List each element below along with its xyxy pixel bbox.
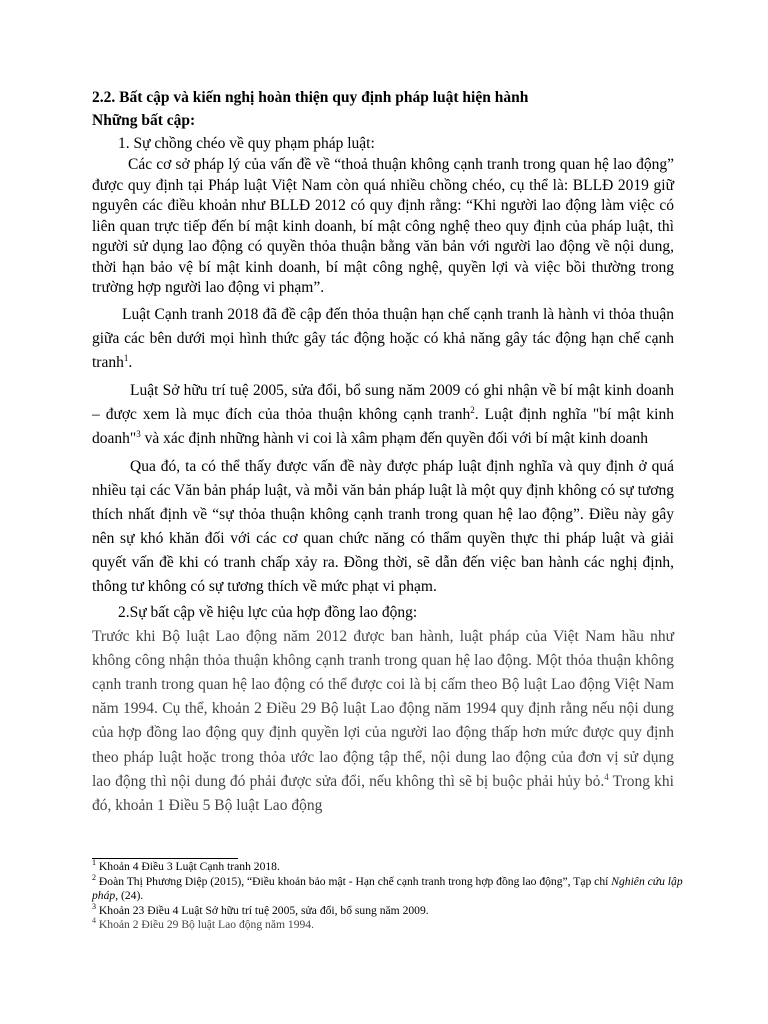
- footnote-1-text: Khoản 4 Điều 3 Luật Cạnh tranh 2018.: [96, 860, 280, 873]
- footnote-2-journal: Nghiên cứu lập pháp: [92, 874, 683, 903]
- list-item-1: 1. Sự chồng chéo về quy phạm pháp luật:: [118, 135, 375, 152]
- footnote-4: [92, 918, 692, 933]
- paragraph-3-text-b: . Luật định nghĩa "bí mật kinh doanh": [92, 405, 674, 447]
- footnote-ref-2: 2: [470, 404, 475, 415]
- subheading: Những bất cập:: [92, 112, 196, 129]
- document-body: [92, 86, 674, 818]
- footnote-separator: [92, 858, 238, 859]
- paragraph-2-text: Luật Cạnh tranh 2018 đã đề cập đến thỏa thuận hạn chế cạnh tranh là hành vi thỏa thuận giữa các bên dưới mọi hình thức gây tác động hoặc có khả năng gây tác động hạn chế cạnh tranh: [92, 305, 674, 371]
- footnote-2-text-a: Đoàn Thị Phương Diệp (2015), “Điều khoản bảo mật - Hạn chế cạnh tranh trong hợp đồng lao động”, Tạp chí: [96, 874, 612, 888]
- footnote-2-number: 2: [92, 872, 96, 882]
- paragraph-5: [92, 625, 674, 819]
- footnote-3-number: 3: [92, 901, 96, 911]
- section-heading: 2.2. Bất cập và kiến nghị hoàn thiện quy định pháp luật hiện hành: [92, 89, 529, 106]
- paragraph-5-text-b: Trong khi đó, khoản 1 Điều 5 Bộ luật Lao động: [92, 772, 674, 814]
- paragraph-5-text-a: Trước khi Bộ luật Lao động năm 2012 được ban hành, luật pháp của Việt Nam hầu như không công nhận thỏa thuận không cạnh tranh trong quan hệ lao động. Một thỏa thuận không cạnh tranh trong quan hệ lao động có thể được coi là bị cấm theo Bộ luật Lao động Việt Nam năm 1994. Cụ thể, khoản 2 Điều 29 Bộ luật Lao động năm 1994 quy định rằng nếu nội dung của hợp đồng lao động quy định quyền lợi của người lao động thấp hơn mức được quy định theo pháp luật hoặc trong thỏa ước lao động tập thể, nội dung lao động của đơn vị sử dụng lao động thì nội dung đó phải được sửa đổi, nếu không thì sẽ bị buộc phải hủy bỏ.: [92, 627, 674, 790]
- footnotes: [92, 860, 692, 933]
- footnote-1: [92, 860, 692, 875]
- footnote-4-text: Khoản 2 Điều 29 Bộ luật Lao động năm 1994.: [96, 918, 314, 932]
- footnote-ref-1: 1: [123, 352, 129, 363]
- paragraph-3-text-a: Luật Sở hữu trí tuệ 2005, sửa đổi, bổ sung năm 2009 có ghi nhận về bí mật kinh doanh – được xem là mục đích của thỏa thuận không cạnh tranh: [92, 381, 674, 423]
- footnote-2: [92, 872, 692, 904]
- footnote-3: [92, 901, 692, 919]
- list-item-2: 2.Sự bất cập về hiệu lực của hợp đồng lao động:: [118, 603, 418, 621]
- paragraph-2-end: .: [128, 353, 133, 371]
- paragraph-1: Các cơ sở pháp lý của vấn đề về “thoả thuận không cạnh tranh trong quan hệ lao động” được quy định tại Pháp luật Việt Nam còn quá nhiều chồng chéo, cụ thể là: BLLĐ 2019 giữ nguyên các điều khoản như BLLĐ 2012 có quy định rằng: “Khi người lao động làm việc có liên quan trực tiếp đến bí mật kinh doanh, bí mật công nghệ theo quy định của pháp luật, thì người sử dụng lao động có quyền thỏa thuận bằng văn bản với người lao động về nội dung, thời hạn bảo vệ bí mật kinh doanh, bí mật công nghệ, quyền lợi và việc bồi thường trong trường hợp người lao động vi phạm”.: [92, 156, 674, 296]
- footnote-ref-4: 4: [604, 771, 609, 782]
- paragraph-4: Qua đó, ta có thể thấy được vấn đề này được pháp luật định nghĩa và quy định ở quá nhiều tại các Văn bản pháp luật, và mỗi văn bản pháp luật là một quy định không có sự tương thích nhất định về “sự thỏa thuận không cạnh tranh trong quan hệ lao động”. Điều này gây nên sự khó khăn đối với các cơ quan chức năng có thẩm quyền thực thi pháp luật và giải quyết vấn đề khi có tranh chấp xảy ra. Đồng thời, sẽ dẫn đến việc ban hành các nghị định, thông tư không có sự tương thích về mức phạt vi phạm.: [92, 457, 674, 595]
- paragraph-3-text-c: và xác định những hành vi coi là xâm phạm đến quyền đối với bí mật kinh doanh: [140, 429, 649, 447]
- footnote-4-number: 4: [92, 916, 96, 926]
- footnote-ref-3: 3: [136, 428, 141, 439]
- footnote-1-number: 1: [92, 858, 96, 868]
- paragraph-2: [92, 303, 674, 375]
- paragraph-3: [92, 379, 674, 451]
- footnote-2-text-b: , (24).: [115, 889, 144, 903]
- footnote-3-text: Khoản 23 Điều 4 Luật Sở hữu trí tuệ 2005, sửa đổi, bổ sung năm 2009.: [96, 903, 429, 917]
